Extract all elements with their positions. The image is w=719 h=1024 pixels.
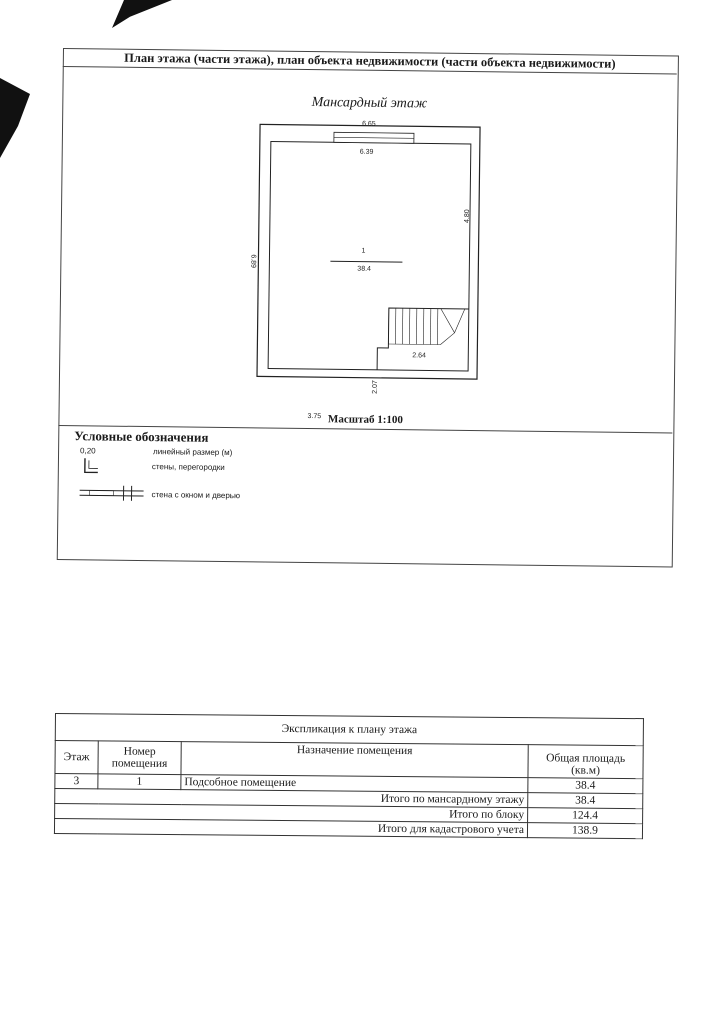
floor-name: Мансардный этаж (311, 95, 428, 112)
dimension-bottom: 3.75 (307, 413, 322, 421)
dimension-top-inner: 6.39 (359, 148, 374, 156)
total-label: Итого для кадастрового учета (54, 819, 527, 838)
plan-walls (254, 120, 487, 388)
floor-plan-sheet (57, 48, 679, 567)
dimension-stair-depth: 2.07 (371, 380, 379, 394)
legend-title: Условные обозначения (74, 428, 209, 445)
header-floor: Этаж (55, 741, 98, 774)
header-area: Общая площадь (кв.м) (528, 745, 643, 779)
room-number: 1 (361, 247, 366, 255)
legend-dimension-value: 0,20 (80, 446, 96, 456)
explication-table (54, 713, 644, 839)
header-room-number: Номер помещения (98, 741, 181, 775)
row-purpose: Подсобное помещение (181, 775, 528, 793)
dimension-top-outer: 6.65 (362, 120, 376, 128)
legend-dimension-label: линейный размер (м) (153, 447, 233, 458)
total-label: Итого по блоку (55, 804, 528, 823)
total-label: Итого по мансардному этажу (55, 789, 528, 808)
scan-artifact (0, 78, 30, 158)
window-door-symbol-icon (79, 484, 147, 501)
explication-title: Экспликация к плану этажа (55, 714, 643, 746)
header-purpose: Назначение помещения (181, 742, 528, 778)
total-value: 138.9 (527, 823, 642, 839)
dimension-stair-width: 2.64 (412, 352, 426, 360)
row-floor: 3 (55, 774, 98, 789)
dimension-right: 4.80 (463, 209, 472, 223)
legend-window-label: стена с окном и дверью (151, 490, 241, 501)
room-area: 38.4 (357, 265, 371, 273)
dimension-left: 6.89 (249, 254, 257, 269)
row-number: 1 (98, 774, 181, 790)
wall-symbol-icon (82, 456, 102, 476)
legend-wall-label: стены, перегородки (151, 462, 225, 473)
scan-artifact (112, 0, 172, 28)
plan-title: План этажа (части этажа), план объекта недвижимости (части объекта недвижимости) (124, 50, 616, 71)
total-value: 124.4 (528, 808, 643, 824)
row-area: 38.4 (528, 778, 643, 794)
total-value: 38.4 (528, 793, 643, 809)
scale-label: Масштаб 1:100 (327, 413, 404, 427)
